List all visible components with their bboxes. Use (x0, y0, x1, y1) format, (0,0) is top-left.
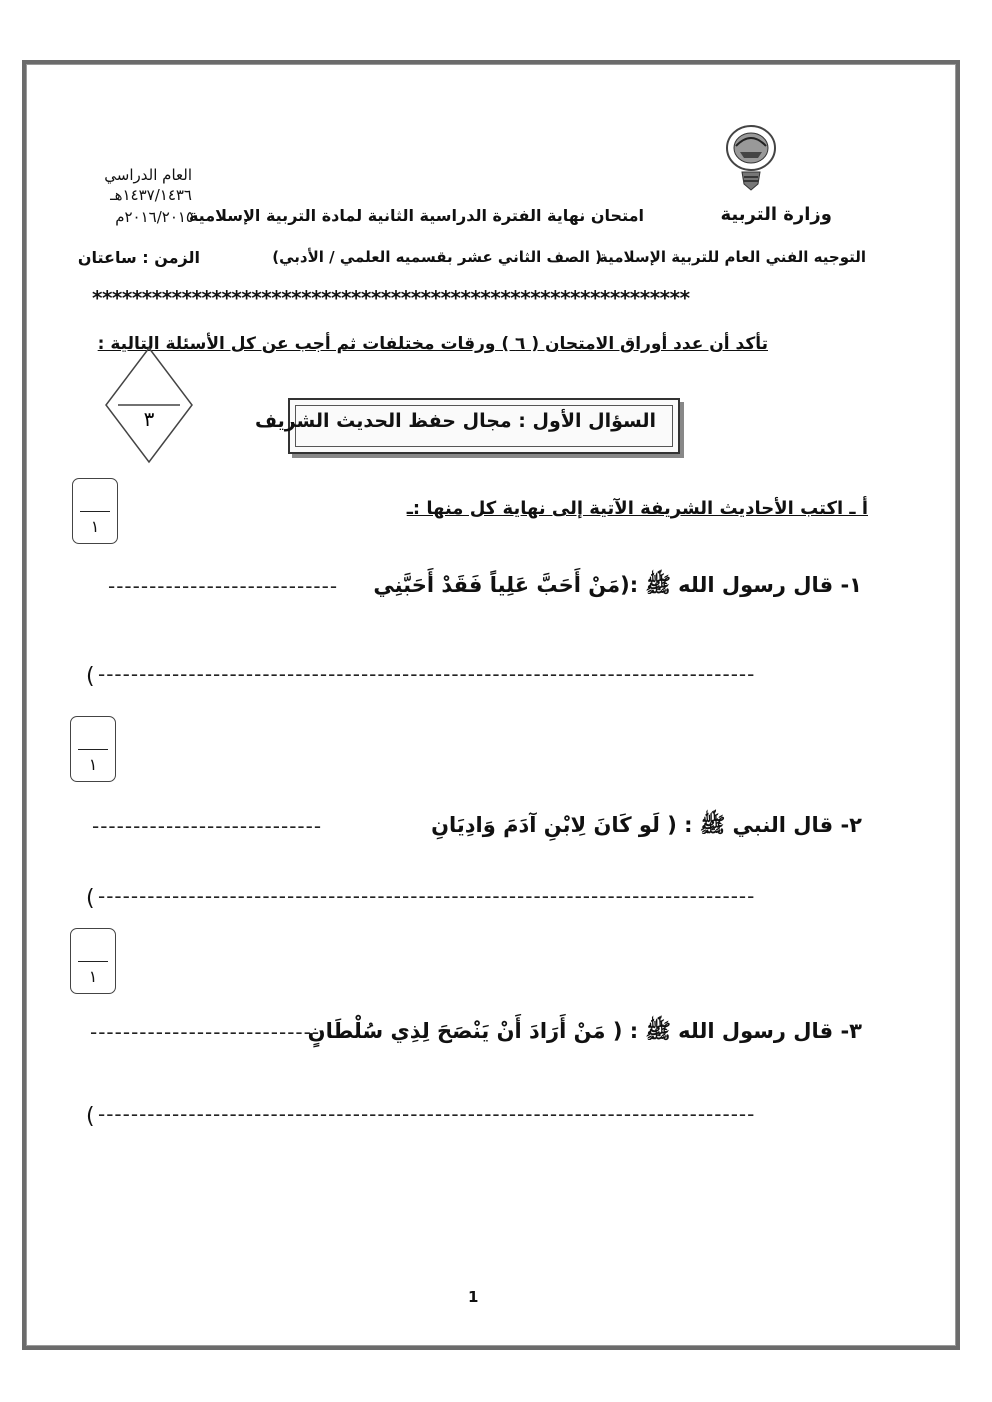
header-separator: ************************************************************ (92, 286, 690, 310)
score-box-mark: ١ (88, 755, 98, 774)
hadith-3-answer-line: ---------------------------- (90, 1020, 321, 1044)
hadith-3-prompt: ٣- قال رسول الله ﷺ : ( مَنْ أَرَادَ أَنْ يَنْصَحَ لِذِي سُلْطَانٍ (307, 1019, 862, 1043)
year-hijri: ١٤٣٧/١٤٣٦هـ (110, 186, 192, 204)
page-number: 1 (468, 1288, 479, 1306)
hadith-3-answer-line-2: -------------------------------------------------------------------------------- (98, 1102, 756, 1126)
department-name: التوجيه الفني العام للتربية الإسلامية (599, 248, 866, 266)
score-box-mark: ١ (90, 517, 100, 536)
exam-time: الزمن : ساعتان (77, 248, 200, 267)
exam-title: امتحان نهاية الفترة الدراسية الثانية لمادة التربية الإسلامية (188, 206, 644, 225)
question-score: ٣ (143, 407, 155, 431)
question-title-box (254, 398, 680, 454)
score-box-3 (70, 928, 116, 994)
question-title: السؤال الأول : مجال حفظ الحديث الشريف (254, 410, 656, 432)
score-box-mark: ١ (88, 967, 98, 986)
hadith-2-answer-line: ---------------------------- (92, 814, 323, 838)
instructions: تأكد أن عدد أوراق الامتحان ( ٦ ) ورقات مختلفات ثم أجب عن كل الأسئلة التالية : (97, 334, 768, 354)
hadith-2-prompt: ٢- قال النبي ﷺ : ( لَو كَانَ لِابْنِ آدَمَ وَادِيَانِ (431, 813, 862, 837)
score-box-divider (78, 749, 108, 750)
hadith-1-answer-line: ---------------------------- (108, 574, 339, 598)
part-a-heading: أ ـ اكتب الأحاديث الشريفة الآتية إلى نهاية كل منها :ـ (406, 498, 868, 519)
score-box-divider (80, 511, 110, 512)
ministry-name: وزارة التربية (720, 204, 832, 225)
hadith-2-answer-line-2: -------------------------------------------------------------------------------- (98, 884, 756, 908)
hadith-1-answer-line-2: -------------------------------------------------------------------------------- (98, 662, 756, 686)
grade-label: ( الصف الثاني عشر بقسميه العلمي / الأدبي) (272, 248, 602, 266)
hadith-1-prompt: ١- قال رسول الله ﷺ :(مَنْ أَحَبَّ عَلِياً فَقَدْ أَحَبَّنِي (373, 573, 862, 597)
hadith-3-closing-paren: ( (86, 1104, 95, 1129)
score-box-2 (70, 716, 116, 782)
academic-year-label: العام الدراسي (104, 166, 192, 184)
question-score-diamond (104, 346, 194, 464)
kuwait-emblem-icon (722, 122, 780, 192)
hadith-1-closing-paren: ( (86, 664, 95, 689)
score-box-divider (78, 961, 108, 962)
year-gregorian: ٢٠١٦/٢٠١٥م (115, 208, 194, 226)
score-box-1 (72, 478, 118, 544)
hadith-2-closing-paren: ( (86, 886, 95, 911)
